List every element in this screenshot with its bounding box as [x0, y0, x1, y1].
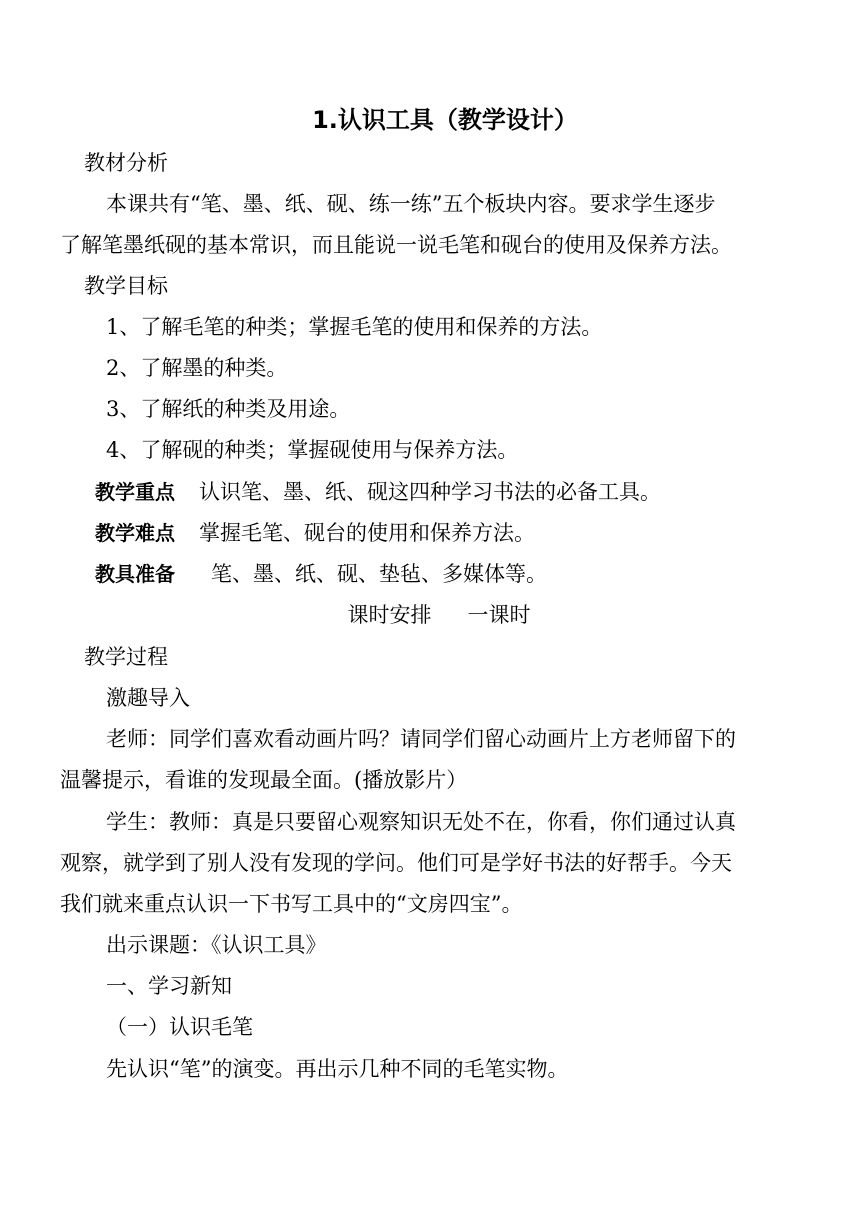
goal-item-2: 2、了解墨的种类。 — [106, 356, 288, 380]
teaching-aids-row — [95, 559, 547, 589]
process-intro: 激趣导入 — [106, 686, 190, 710]
show-topic: 出示课题：《认识工具》 — [106, 933, 327, 957]
heading-teaching-goals: 教学目标 — [84, 274, 168, 298]
goal-item-3: 3、了解纸的种类及用途。 — [106, 397, 351, 421]
goal-item-1: 1、了解毛笔的种类；掌握毛笔的使用和保养的方法。 — [106, 315, 603, 339]
teacher-line-2: 温馨提示，看谁的发现最全面。(播放影片） — [60, 768, 468, 792]
difficult-points-label: 教学难点 — [95, 521, 175, 545]
heading-material-analysis: 教材分析 — [84, 151, 168, 175]
document-title: 1.认识工具（教学设计） — [312, 106, 578, 134]
key-points-text: 认识笔、墨、纸、砚这四种学习书法的必备工具。 — [199, 480, 661, 504]
key-points-row — [95, 477, 661, 507]
student-line-2: 观察，就学到了别人没有发现的学问。他们可是学好书法的好帮手。今天 — [60, 851, 732, 875]
subsection-1-heading: （一）认识毛笔 — [106, 1015, 253, 1039]
difficult-points-text: 掌握毛笔、砚台的使用和保养方法。 — [199, 521, 535, 545]
material-analysis-line-2: 了解笔墨纸砚的基本常识，而且能说一说毛笔和砚台的使用及保养方法。 — [60, 233, 732, 257]
teaching-aids-label: 教具准备 — [95, 562, 175, 586]
difficult-points-row — [95, 518, 535, 548]
teacher-line-1: 老师：同学们喜欢看动画片吗？请同学们留心动画片上方老师留下的 — [106, 727, 736, 751]
key-points-label: 教学重点 — [95, 480, 175, 504]
goal-item-4: 4、了解砚的种类；掌握砚使用与保养方法。 — [106, 438, 519, 462]
student-line-1: 学生：教师：真是只要留心观察知识无处不在，你看，你们通过认真 — [106, 810, 736, 834]
student-line-3: 我们就来重点认识一下书写工具中的“文房四宝”。 — [60, 892, 523, 916]
teaching-aids-text: 笔、墨、纸、砚、垫毡、多媒体等。 — [211, 562, 547, 586]
schedule-value: 一课时 — [467, 603, 531, 627]
heading-process: 教学过程 — [84, 645, 168, 669]
section-1-heading: 一、学习新知 — [106, 974, 232, 998]
schedule-label: 课时安排 — [347, 603, 432, 627]
schedule-row — [0, 600, 860, 630]
process-last-line: 先认识“笔”的演变。再出示几种不同的毛笔实物。 — [106, 1057, 569, 1081]
material-analysis-line-1: 本课共有“笔、墨、纸、砚、练一练”五个板块内容。要求学生逐步 — [106, 192, 716, 216]
